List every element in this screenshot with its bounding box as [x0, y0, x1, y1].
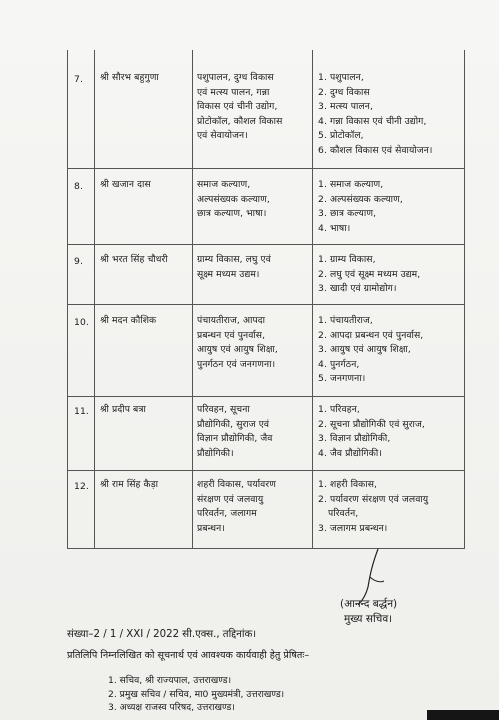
- department-list: [318, 403, 464, 461]
- reference-number: संख्या–2 / 1 / XXI / 2022 सी.एक्स., तद्दिनांक।: [67, 629, 257, 640]
- subjects-line: अल्पसंख्यक कल्याण,: [197, 193, 270, 205]
- subjects-line: एवं मत्स्य पालन, गन्ना: [197, 86, 270, 98]
- list-item: 4. गन्ना विकास एवं चीनी उद्योग,: [318, 115, 427, 127]
- subjects-line: सूक्ष्म मध्यम उद्यम।: [197, 268, 260, 280]
- minister-name: श्री सौरभ बहुगुणा: [100, 72, 159, 83]
- list-item: 2. सूचना प्रौद्योगिकी एवं सुराज,: [318, 418, 425, 430]
- handwritten-signature: [340, 547, 400, 607]
- copy-to-list: [108, 674, 284, 715]
- subjects-line: विकास एवं चीनी उद्योग,: [197, 101, 278, 113]
- minister-name: श्री राम सिंह कैड़ा: [100, 479, 159, 490]
- list-item: 1. पशुपालन,: [318, 72, 364, 83]
- list-item: 3. अध्यक्ष राजस्व परिषद, उत्तराखण्ड।: [108, 702, 235, 714]
- list-item: 4. भाषा।: [318, 222, 351, 234]
- row-number: 8.: [74, 181, 83, 192]
- department-list: [318, 253, 464, 297]
- list-item: 2. पर्यावरण संरक्षण एवं जलवायु: [318, 493, 429, 505]
- subjects-text: [197, 71, 308, 144]
- subjects-line: प्रबन्धन एवं पुनर्वास,: [197, 329, 266, 341]
- signatory-title: मुख्य सचिव।: [344, 613, 393, 625]
- minister-name: श्री मदन कौशिक: [100, 315, 157, 326]
- subjects-line: प्रौद्योगिकी, सुराज एवं: [197, 418, 270, 430]
- subjects-line: विज्ञान प्रौद्योगिकी, जैव: [197, 433, 273, 445]
- subjects-line: संरक्षण एवं जलवायु: [197, 493, 264, 505]
- list-item: 1. समाज कल्याण,: [318, 179, 384, 190]
- subjects-line: प्रोटोकॉल, कौशल विकास: [197, 115, 283, 127]
- subjects-line: आयुष एवं आयुष शिक्षा,: [197, 344, 278, 356]
- row-divider: [68, 168, 464, 169]
- row-number: 12.: [74, 481, 89, 492]
- subjects-line: पंचायतीराज, आपदा: [197, 315, 266, 326]
- list-item: 5. प्रोटोकॉल,: [318, 130, 364, 142]
- list-item: 4. जैव प्रौद्योगिकी।: [318, 447, 382, 459]
- subjects-line: छात्र कल्याण, भाषा।: [197, 208, 267, 220]
- department-list: [318, 178, 464, 236]
- subjects-text: [197, 478, 308, 536]
- list-item: 2. दुग्ध विकास: [318, 86, 370, 98]
- row-number: 7.: [74, 74, 83, 85]
- subjects-text: [197, 314, 308, 372]
- list-item: 1. शहरी विकास,: [318, 479, 378, 490]
- subjects-line: प्रबन्धन।: [197, 522, 225, 534]
- subjects-line: समाज कल्याण,: [197, 179, 251, 190]
- list-item: 2. लघु एवं सूक्ष्म मध्यम उद्यम,: [318, 268, 421, 280]
- list-item: परिवर्तन,: [328, 508, 359, 520]
- list-item: 1. पंचायतीराज,: [318, 315, 373, 326]
- row-divider: [68, 396, 464, 397]
- signature-block: [340, 597, 397, 627]
- subjects-text: [197, 178, 308, 222]
- subjects-line: पुनर्गठन एवं जनगणना।: [197, 358, 276, 370]
- minister-name: श्री प्रदीप बत्रा: [100, 404, 146, 415]
- list-item: 2. अल्पसंख्यक कल्याण,: [318, 193, 403, 205]
- minister-name: श्री भरत सिंह चौधरी: [100, 254, 168, 265]
- list-item: 3. आयुष एवं आयुष शिक्षा,: [318, 344, 411, 356]
- portfolio-table: [67, 50, 465, 549]
- row-divider: [68, 470, 464, 471]
- list-item: 3. मत्स्य पालन,: [318, 101, 373, 113]
- list-item: 3. जलागम प्रबन्धन।: [318, 522, 388, 534]
- column-divider: [94, 50, 95, 548]
- subjects-text: [197, 403, 308, 461]
- column-divider: [192, 50, 193, 548]
- department-list: [318, 71, 464, 159]
- subjects-line: परिवर्तन, जलागम: [197, 508, 257, 520]
- list-item: 3. खादी एवं ग्रामोद्योग।: [318, 283, 397, 295]
- subjects-line: परिवहन, सूचना: [197, 404, 250, 415]
- minister-name: श्री खजान दास: [100, 179, 151, 190]
- list-item: 2. प्रमुख सचिव / सचिव, मा0 मुख्यमंत्री, उत्तराखण्ड।: [108, 688, 285, 700]
- column-divider: [312, 50, 313, 548]
- subjects-line: प्रौद्योगिकी।: [197, 447, 234, 459]
- list-item: 1. परिवहन,: [318, 404, 360, 415]
- dark-corner-mark: [427, 710, 499, 720]
- distribution-intro: प्रतिलिपि निम्नलिखित को सूचनार्थ एवं आवश्यक कार्यवाही हेतु प्रेषितः–: [67, 650, 310, 661]
- list-item: 5. जनगणना।: [318, 373, 366, 385]
- signatory-name: (आनन्द बर्द्धन): [340, 598, 398, 610]
- subjects-line: पशुपालन, दुग्ध विकास: [197, 72, 274, 83]
- subjects-line: एवं सेवायोजन।: [197, 130, 248, 142]
- department-list: [318, 314, 464, 387]
- list-item: 4. पुनर्गठन,: [318, 358, 360, 370]
- row-number: 9.: [74, 256, 83, 267]
- list-item: 3. छात्र कल्याण,: [318, 208, 377, 220]
- list-item: 2. आपदा प्रबन्धन एवं पुनर्वास,: [318, 329, 424, 341]
- subjects-line: शहरी विकास, पर्यावरण: [197, 479, 276, 490]
- list-item: 3. विज्ञान प्रौद्योगिकी,: [318, 433, 391, 445]
- subjects-line: ग्राम्य विकास, लघु एवं: [197, 254, 271, 265]
- row-number: 11.: [74, 406, 89, 417]
- list-item: 1. ग्राम्य विकास,: [318, 254, 376, 265]
- list-item: 6. कौशल विकास एवं सेवायोजन।: [318, 144, 433, 156]
- department-list: [318, 478, 464, 536]
- list-item: 1. सचिव, श्री राज्यपाल, उत्तराखण्ड।: [108, 675, 232, 686]
- row-number: 10.: [74, 317, 89, 328]
- row-divider: [68, 304, 464, 305]
- row-divider: [68, 244, 464, 245]
- subjects-text: [197, 253, 308, 282]
